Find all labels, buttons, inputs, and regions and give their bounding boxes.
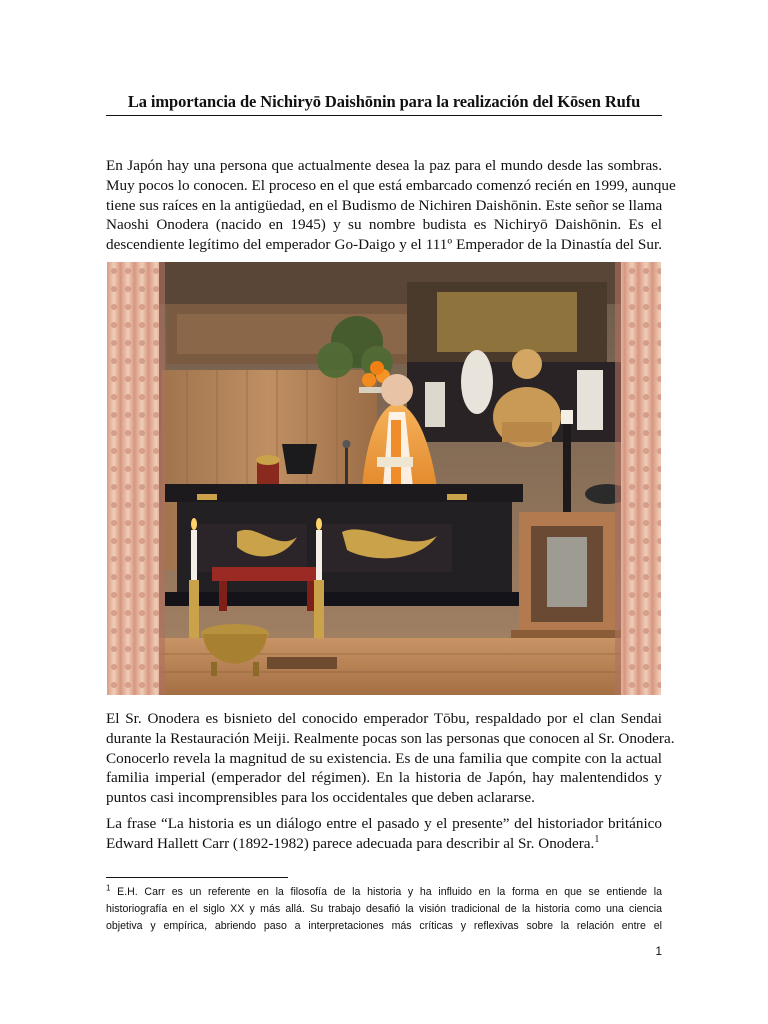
text-line: La frase “La historia es un diálogo entre el pasado y el presente” del historiador británico: [106, 815, 662, 832]
paragraph-carr-quote: [106, 814, 662, 854]
curtain-left: [107, 262, 159, 695]
text-line-content: Edward Hallett Carr (1892-1982) parece adecuada para describir al Sr. Onodera.: [106, 834, 595, 852]
footnote-marker: 1: [106, 883, 111, 893]
white-ornament: [461, 350, 493, 414]
microphone-stand: [345, 444, 348, 490]
footnote-line-text: E.H. Carr es un referente en la filosofía de la historia y ha influido en la forma en que se entiende la: [117, 886, 662, 898]
wooden-floor: [107, 638, 661, 695]
footnote-line: [106, 884, 662, 901]
paragraph-intro: [106, 156, 676, 255]
curtain-right: [621, 262, 661, 695]
document-title: La importancia de Nichiryō Daishōnin para la realización del Kōsen Rufu: [106, 92, 662, 116]
black-altar-table: [165, 484, 523, 606]
footnote-reference[interactable]: 1: [594, 833, 600, 845]
small-tray: [267, 657, 337, 669]
text-line: durante la Restauración Meiji. Realmente pocas son las personas que conocen al Sr. Onodera.: [106, 729, 675, 747]
text-line: descendiente legítimo del emperador Go-Daigo y el 111º Emperador de la Dinastía del Sur.: [106, 236, 662, 254]
reading-stand: [282, 444, 317, 474]
monk-head: [381, 374, 413, 406]
text-line: [106, 834, 662, 854]
text-line: puntos casi incomprensibles para los occidentales que deben aclararse.: [106, 789, 535, 807]
altar-photo: [107, 262, 661, 695]
text-line: En Japón hay una persona que actualmente desea la paz para el mundo desde las sombras.: [106, 157, 662, 174]
text-line: Naoshi Onodera (nacido en 1945) y su nombre budista es Nichiryō Daishōnin. Es el: [106, 216, 662, 234]
candle-stand: [563, 422, 571, 512]
text-line: El Sr. Onodera es bisnieto del conocido emperador Tōbu, respaldado por el clan Sendai: [106, 710, 662, 727]
text-line: Conocerlo revela la magnitud de su existencia. Es de una familia que compite con la actual: [106, 749, 662, 767]
red-offering-table: [212, 567, 322, 581]
paragraph-onodera: [106, 709, 675, 808]
footnote: [106, 884, 662, 935]
text-line: Muy pocos lo conocen. El proceso en el que está embarcado comenzó recién en 1999, aunque: [106, 176, 676, 194]
open-book: [377, 457, 413, 467]
footnote-line: historiografía en el siglo XX y más allá. Su trabajo desafió la visión tradicional de la historia como una ciencia: [106, 903, 662, 915]
photo-illustration: [107, 262, 661, 695]
text-line: familia imperial (emperador del régimen). En la historia de Japón, hay malentendidos y: [106, 769, 662, 787]
wooden-lantern: [511, 512, 623, 640]
page-number: 1: [655, 944, 662, 958]
footnote-separator: [106, 877, 288, 878]
footnote-line: objetiva y empírica, abriendo paso a interpretaciones más críticas y reflexivas sobre la relación entre el: [106, 920, 662, 932]
text-line: tiene sus raíces en la antigüedad, en el Budismo de Nichiren Daishōnin. Este señor se llama: [106, 196, 663, 214]
